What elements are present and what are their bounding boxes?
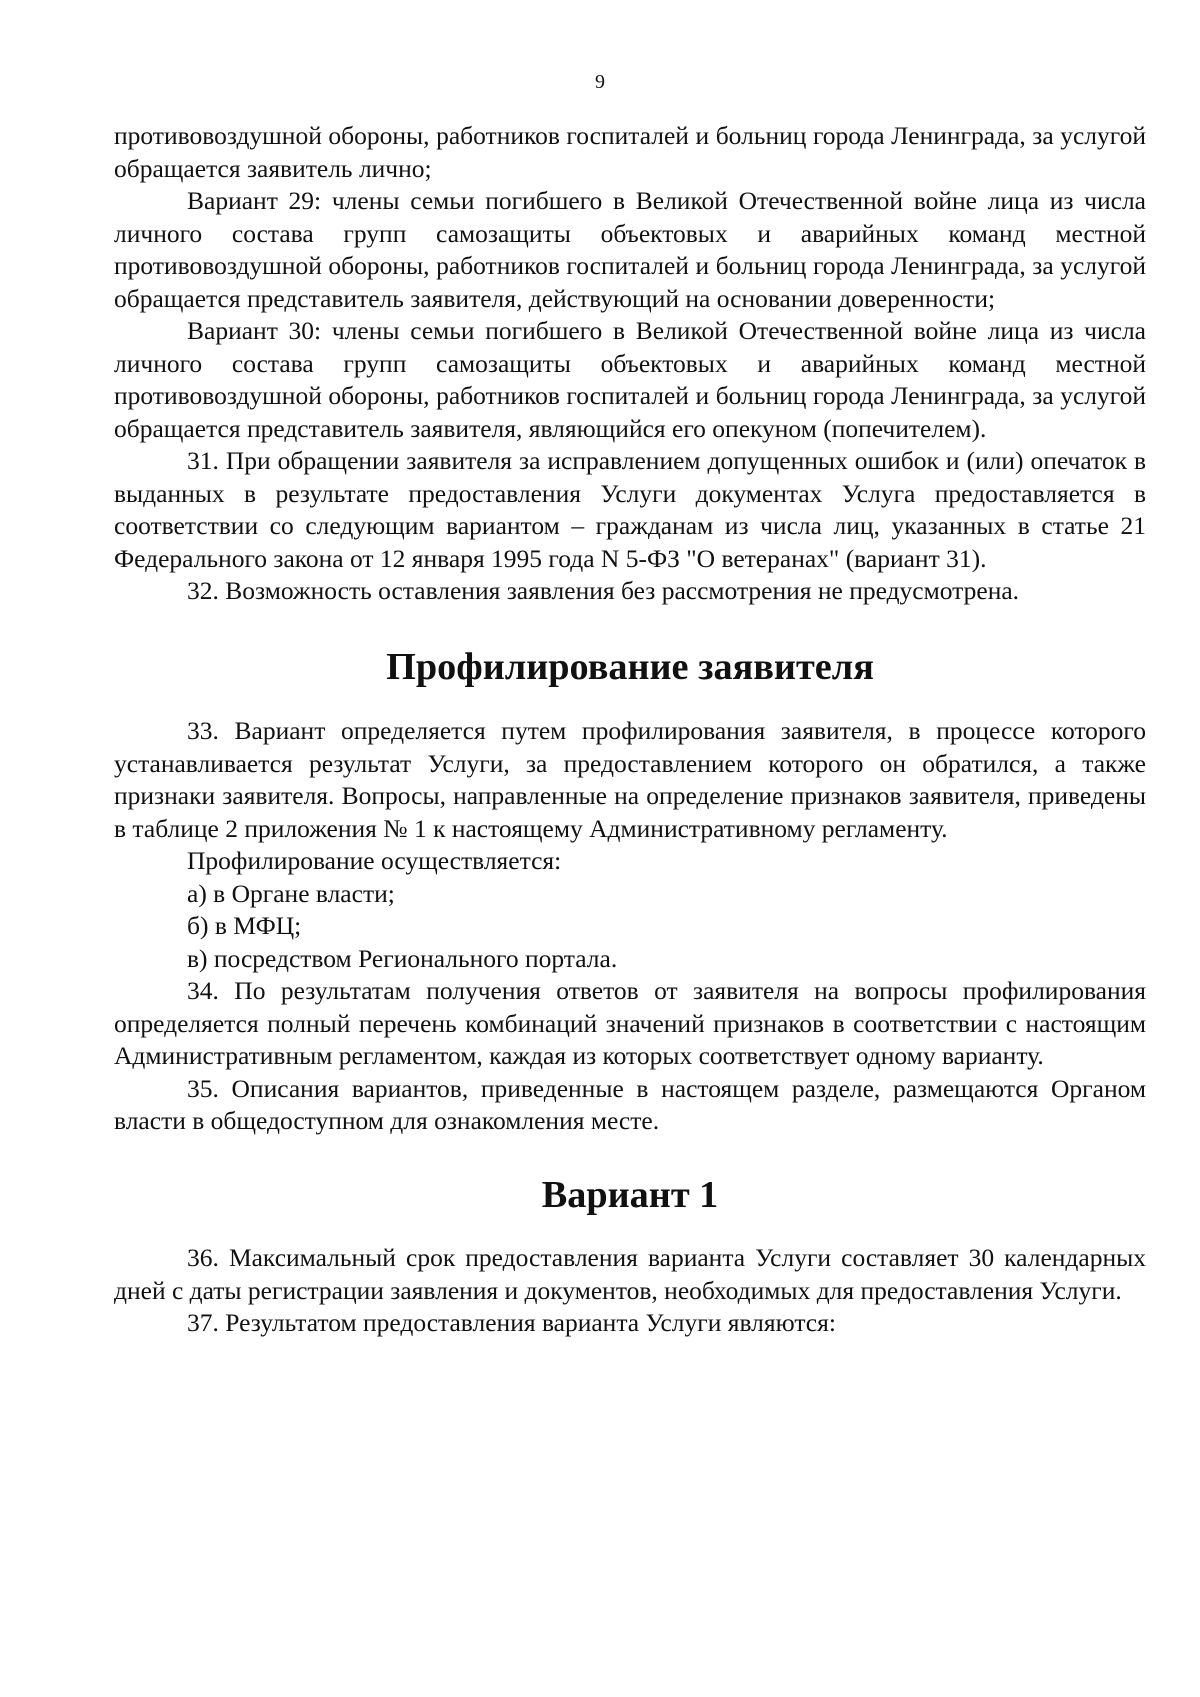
section-heading-variant-1: Вариант 1 [541, 1173, 719, 1216]
section-heading-profiling: Профилирование заявителя [386, 645, 874, 688]
paragraph-34: 34. По результатам получения ответов от заявителя на вопросы профилирования определяется полный перечень комбинаций значений признаков в соответствии с настоящим Административным регламентом, каждая из которых соответствует одному варианту. [114, 976, 1146, 1070]
document-body [114, 120, 1146, 1340]
paragraph-variant-30: Вариант 30: члены семьи погибшего в Великой Отечественной войне лица из числа личного состава групп самозащиты объектовых и аварийных команд местной противовоздушной обороны, работников госпиталей и больниц города Ленинграда, за услугой обращается представитель заявителя, являющийся его опекуном (попечителем). [114, 316, 1146, 443]
list-item-c: в) посредством Регионального портала. [187, 943, 618, 973]
paragraph-33: 33. Вариант определяется путем профилирования заявителя, в процессе которого устанавливается результат Услуги, за предоставлением которого он обратился, а также признаки заявителя. Вопросы, направленные на определение признаков заявителя, приведены в таблице 2 приложения № 1 к настоящему Административному регламенту. [114, 716, 1146, 843]
page-number: 9 [595, 71, 605, 93]
paragraph-variant-29: Вариант 29: члены семьи погибшего в Великой Отечественной войне лица из числа личного состава групп самозащиты объектовых и аварийных команд местной противовоздушной обороны, работников госпиталей и больниц города Ленинграда, за услугой обращается представитель заявителя, действующий на основании доверенности; [114, 186, 1146, 313]
paragraph-31: 31. При обращении заявителя за исправлением допущенных ошибок и (или) опечаток в выданных в результате предоставления Услуги документах Услуга предоставляется в соответствии со следующим вариантом – гражданам из числа лиц, указанных в статье 21 Федерального закона от 12 января 1995 года N 5-ФЗ "О ветеранах" (вариант 31). [114, 446, 1146, 573]
paragraph-continuation: противовоздушной обороны, работников госпиталей и больниц города Ленинграда, за услугой обращается заявитель лично; [114, 121, 1146, 183]
paragraph-37: 37. Результатом предоставления варианта Услуги являются: [187, 1308, 836, 1337]
paragraph-32: 32. Возможность оставления заявления без рассмотрения не предусмотрена. [187, 576, 1020, 605]
paragraph-36: 36. Максимальный срок предоставления варианта Услуги составляет 30 календарных дней с даты регистрации заявления и документов, необходимых для предоставления Услуги. [114, 1243, 1146, 1305]
list-item-b: б) в МФЦ; [187, 911, 302, 940]
paragraph-35: 35. Описания вариантов, приведенные в настоящем разделе, размещаются Органом власти в общедоступном для ознакомления месте. [114, 1073, 1146, 1135]
paragraph-profiling-intro: Профилирование осуществляется: [187, 846, 562, 875]
list-item-a: а) в Органе власти; [187, 878, 395, 908]
